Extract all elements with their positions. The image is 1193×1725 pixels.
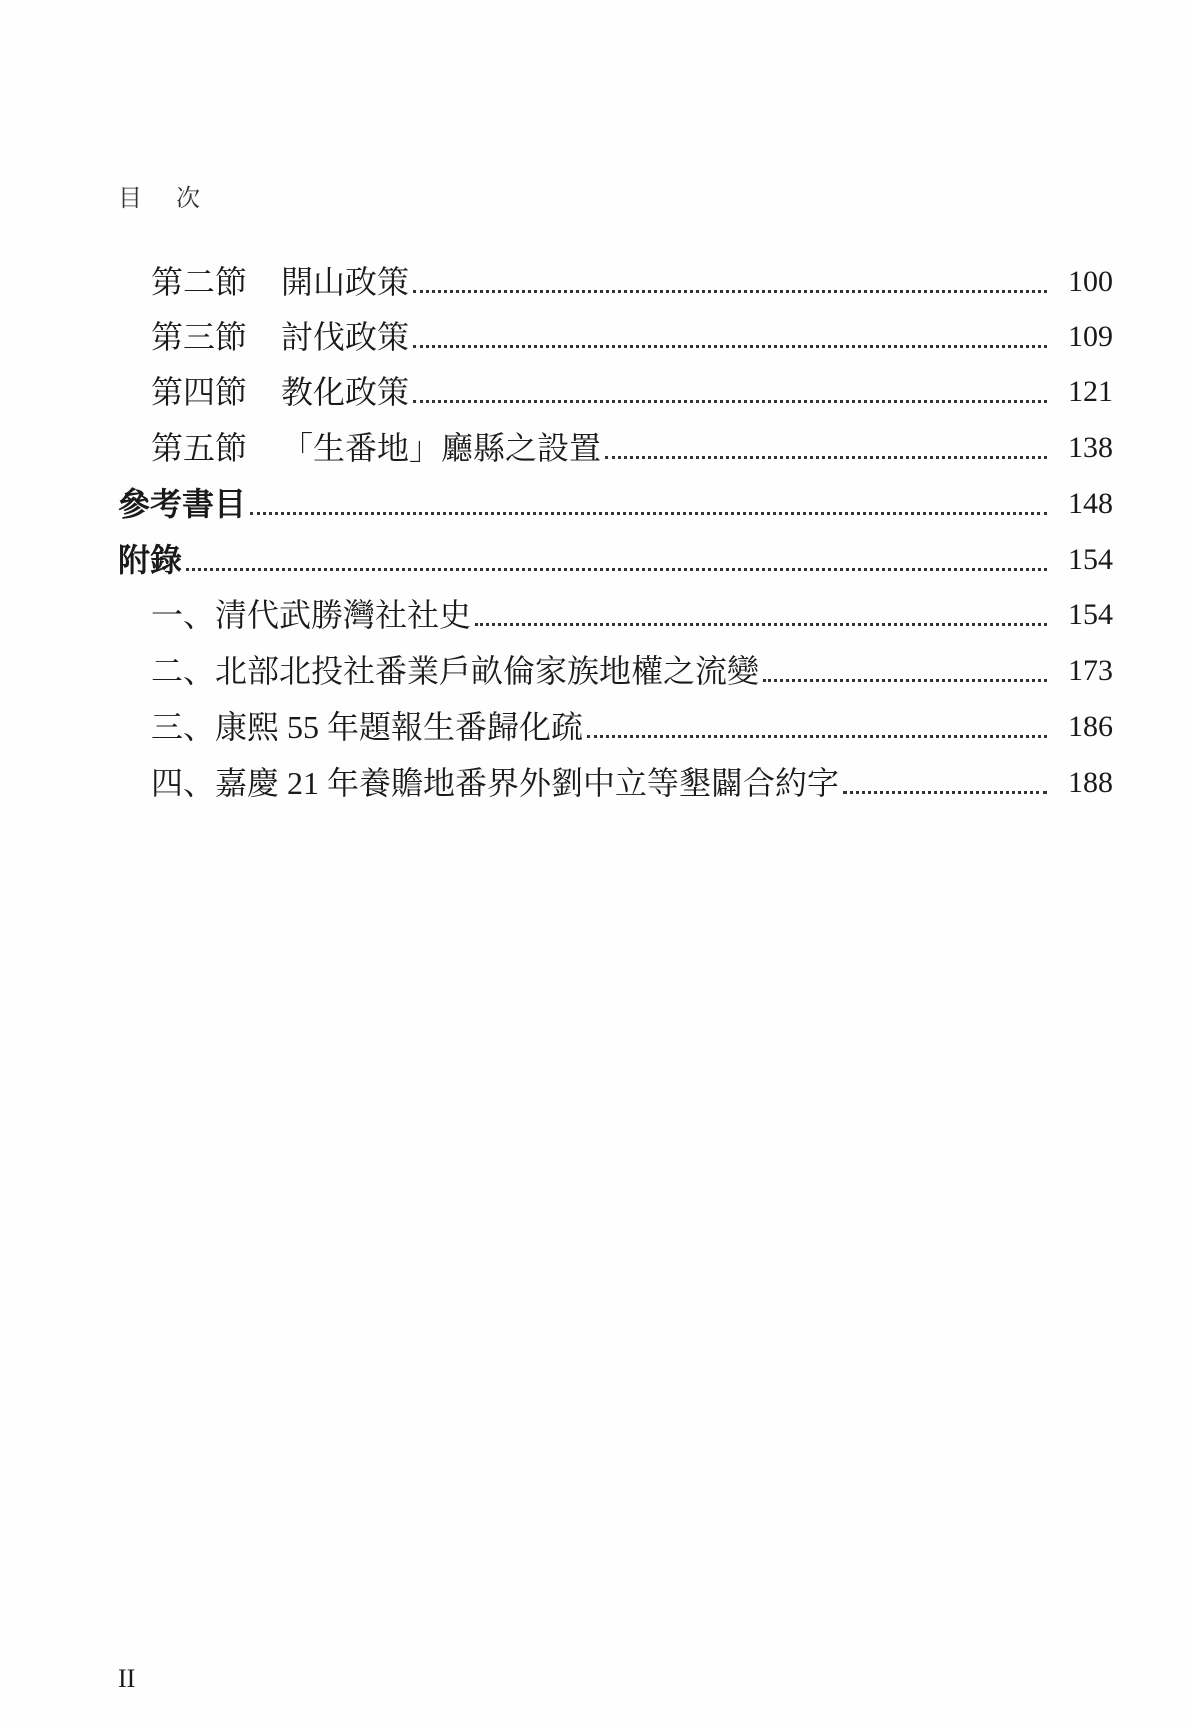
page-folio: II [118, 1664, 136, 1693]
section-title: 開山政策 [281, 264, 410, 300]
toc-entry-title [118, 372, 409, 412]
toc-entry-title: 參考書目 [118, 486, 247, 522]
section-label: 第四節 [151, 374, 248, 410]
running-header: 目 次 [118, 186, 214, 212]
dot-leader [763, 679, 1047, 682]
dot-leader [843, 791, 1047, 794]
page-number: 186 [1068, 710, 1113, 743]
page-number: 154 [1068, 543, 1113, 576]
toc-entry[interactable] [118, 595, 1113, 635]
section-title: 「生番地」廳縣之設置 [281, 430, 602, 466]
toc-entry[interactable] [118, 651, 1113, 691]
toc-entry[interactable] [118, 428, 1113, 468]
section-label: 第三節 [151, 319, 248, 355]
page-number: 154 [1068, 598, 1113, 631]
toc-entry-title: 四、嘉慶 21 年養贍地番界外劉中立等墾闢合約字 [151, 765, 840, 801]
page-number: 173 [1068, 654, 1113, 687]
toc-entry-title: 二、北部北投社番業戶畝倫家族地權之流變 [151, 653, 760, 689]
toc-entry[interactable] [118, 317, 1113, 357]
dot-leader [587, 735, 1047, 738]
toc-entry[interactable] [118, 707, 1113, 747]
section-title: 討伐政策 [281, 319, 410, 355]
page-number: 109 [1068, 320, 1113, 353]
toc-entry-appendix[interactable] [118, 540, 1113, 580]
section-label: 第五節 [151, 430, 248, 466]
dot-leader [475, 623, 1047, 626]
toc-entry-title: 一、清代武勝灣社社史 [151, 597, 472, 633]
page-number: 138 [1068, 431, 1113, 464]
dot-leader [413, 345, 1047, 348]
toc-entry-bibliography[interactable] [118, 484, 1113, 524]
dot-leader [413, 290, 1047, 293]
toc-entry-title [118, 317, 409, 357]
toc-entry-title: 三、康熙 55 年題報生番歸化疏 [151, 709, 584, 745]
toc-entry[interactable] [118, 262, 1113, 302]
dot-leader [605, 456, 1047, 459]
section-title: 教化政策 [281, 374, 410, 410]
toc-entry-title [118, 262, 409, 302]
dot-leader [413, 400, 1047, 403]
page-number: 148 [1068, 487, 1113, 520]
page-number: 100 [1068, 265, 1113, 298]
page-number: 188 [1068, 766, 1113, 799]
section-label: 第二節 [151, 264, 248, 300]
dot-leader [186, 568, 1047, 571]
toc-entry-title: 附錄 [118, 542, 183, 578]
toc-entry[interactable] [118, 372, 1113, 412]
page-number: 121 [1068, 375, 1113, 408]
toc-entry-title [118, 428, 601, 468]
toc-entry[interactable] [118, 763, 1113, 803]
dot-leader [250, 512, 1047, 515]
